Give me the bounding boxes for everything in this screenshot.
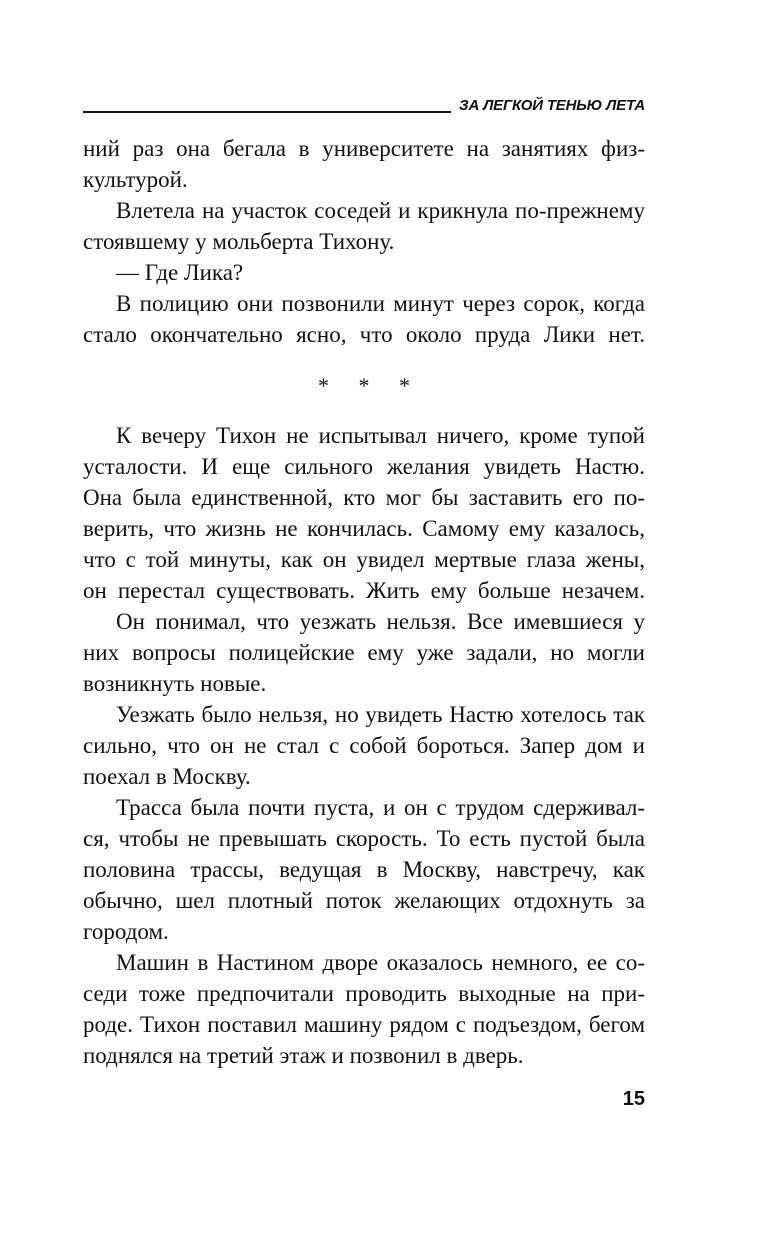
running-title: ЗА ЛЕГКОЙ ТЕНЬЮ ЛЕТА [459, 97, 645, 114]
text-line: Уезжать было нельзя, но увидеть Настю хотелось так [116, 702, 645, 727]
text-line: роде. Тихон поставил машину рядом с подъездом, бегом [83, 1012, 645, 1037]
text-line: Трасса была почти пуста, и он с трудом сдерживал- [116, 795, 645, 820]
header-rule [83, 111, 451, 113]
text-line: усталости. И еще сильного желания увидеть Настю. [83, 454, 645, 479]
text-line: Влетела на участок соседей и крикнула по-прежнему [116, 198, 645, 223]
text-line: он перестал существовать. Жить ему больше незачем. [83, 578, 645, 603]
text-line: Она была единственной, кто мог бы заставить его по- [83, 485, 645, 510]
text-line: сильно, что он не стал с собой бороться. Запер дом и [83, 733, 645, 758]
text-line: поднялся на третий этаж и позвонил в дверь. [83, 1043, 524, 1068]
text-line: верить, что жизнь не кончилась. Самому ему казалось, [83, 516, 645, 541]
text-line: культурой. [83, 167, 188, 192]
text-line: возникнуть новые. [83, 671, 267, 696]
text-line: Машин в Настином дворе оказалось немного, ее со- [116, 950, 645, 975]
text-line: стало окончательно ясно, что около пруда Лики нет. [83, 322, 645, 347]
page-number: 15 [622, 1088, 645, 1110]
text-line: них вопросы полицейские ему уже задали, но могли [83, 640, 645, 665]
running-header [83, 96, 645, 118]
text-line: седи тоже предпочитали проводить выходные на при- [83, 981, 645, 1006]
text-line: ся, чтобы не превышать скорость. То есть пустой была [83, 826, 645, 851]
text-line: ний раз она бегала в университете на занятиях физ- [83, 136, 645, 161]
text-line: обычно, шел плотный поток желающих отдохнуть за [83, 888, 645, 913]
text-line: половина трассы, ведущая в Москву, навстречу, как [83, 857, 645, 882]
section-separator: * * * [318, 373, 422, 398]
text-line: Он понимал, что уезжать нельзя. Все имевшиеся у [116, 609, 645, 634]
text-line: К вечеру Тихон не испытывал ничего, кроме тупой [116, 423, 645, 448]
text-line: городом. [83, 919, 169, 944]
text-line: что с той минуты, как он увидел мертвые глаза жены, [83, 547, 645, 572]
text-line: поехал в Москву. [83, 764, 251, 789]
text-line: стоявшему у мольберта Тихону. [83, 229, 395, 254]
body-text [83, 133, 645, 1071]
text-line: В полицию они позвонили минут через сорок, когда [116, 291, 645, 316]
text-line: — Где Лика? [116, 260, 244, 285]
